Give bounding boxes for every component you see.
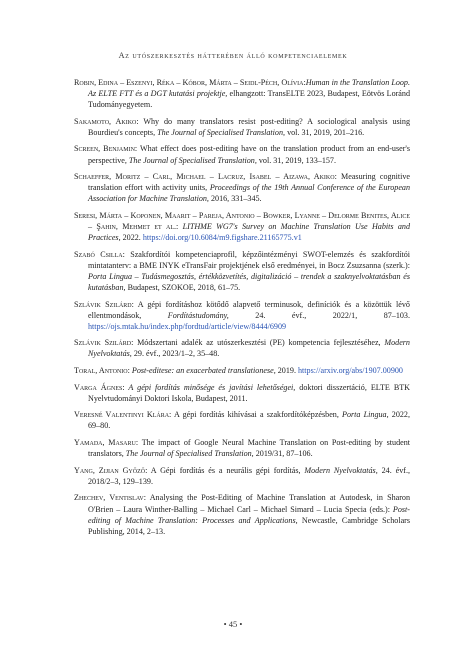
reference-authors: Sakamoto, Akiko: [74,116,139,126]
reference-entry [74,337,410,359]
reference-title: The Journal of Specialised Translation, [155,127,286,137]
reference-description: What effect does post-editing have on the translation product from an end-user's perspective, [88,144,410,165]
reference-entry [74,143,410,165]
reference-entry [74,492,410,536]
reference-entry [74,299,410,332]
reference-entry [74,171,410,204]
reference-title: Post-editese: an exacerbated translationese, [129,366,276,376]
reference-title: A gépi fordítás minősége és javítási lehetőségei, [124,382,296,392]
reference-entry [74,437,410,459]
reference-entry [74,465,410,487]
reference-entry [74,249,410,293]
reference-details: 2016, 331–345. [208,194,262,204]
reference-details: 29. évf., 2023/1–2, 35–48. [131,349,220,359]
reference-details: 24. évf., 2018/2–3, 129–139. [88,465,411,486]
reference-description: The impact of Google Neural Machine Translation on Post-editing by student translators, [88,438,411,459]
reference-title: Porta Lingua – Tudásmegosztás, értékközvetítés, digitalizáció – trendek a szaknyelvoktatásban és kutatásban, [88,271,410,292]
reference-description: A gépi fordítás kihívásai a szakfordítóképzésben, [171,410,339,420]
reference-description: Measuring cognitive translation effort with activity units, [88,172,410,193]
reference-title: Post-editing of Machine Translation: Processes and Applications, [88,504,410,525]
reference-details: vol. 31, 2019, 133–157. [256,155,336,165]
reference-authors: Toral, Antonio: [74,366,130,376]
reference-authors: Szlávik Szilárd: [74,299,134,309]
reference-authors: Schaeffer, Moritz – Carl, Michael – Lacruz, Isabel – Aizawa, Akiko: [74,172,337,182]
reference-authors: Robin, Edina – Eszenyi, Réka – Kóbor, Márta – Seidl-Péch, Olívia: [74,78,306,87]
reference-link[interactable]: https://ojs.mtak.hu/index.php/fordtud/article/view/8444/6909 [88,321,287,331]
reference-title: The Journal of Specialised Translation, [126,155,257,165]
reference-details: 2022. [120,233,141,243]
reference-link[interactable]: https://doi.org/10.6084/m9.figshare.21165775.v1 [140,233,302,243]
reference-description: A gépi fordításhoz kötődő alapvető terminusok, definíciók és a közöttük lévő ellentmondások, [88,299,410,320]
reference-title: Porta Lingua, [338,410,389,420]
reference-list [74,77,410,542]
reference-authors: Yamada, Masaru: [74,438,139,448]
reference-title: The Journal of Specialised Translation, [123,449,254,459]
reference-authors: Yang, Zijian Győző: [74,465,148,475]
reference-title: LITHME WG7's Survey on Machine Translation Use Habits and Practices, [88,222,410,243]
reference-authors: Screen, Benjamin: [74,144,138,154]
reference-entry [74,382,410,404]
reference-details: 2019/31, 87–106. [253,449,313,459]
reference-entry [74,409,410,431]
reference-details: Newcastle, Cambridge Scholars Publishing, 2014, 2–13. [88,515,411,536]
reference-details: elhangzott: TransELTE 2023, Budapest, Eötvös Loránd Tudományegyetem. [88,89,410,110]
page-number: • 45 • [223,619,243,629]
reference-title: Modern Nyelvoktatás, [300,465,378,475]
reference-details: 2019. [275,366,296,376]
reference-title: Modern Nyelvoktatás, [88,338,410,359]
reference-entry [74,116,410,138]
reference-details: Budapest, SZOKOE, 2018, 61–75. [125,283,241,292]
reference-description: Analysing the Post-Editing of Machine Translation at Autodesk, in Sharon O'Brien – Laura Winther-Balling – Michael Carl – Michael Simard – Lucia Specia (eds.): [88,493,411,514]
reference-authors: Seresi, Márta – Koponen, Maarit – Pareja, Antonio – Bowker, Lyanne – Delorme Benites, Alice – Şahin, Mehmet et al.: [74,210,410,232]
reference-link[interactable]: https://arxiv.org/abs/1907.00900 [295,366,403,376]
reference-title: Fordítástudomány, [141,310,229,320]
reference-description: A Gépi fordítás és a neurális gépi fordítás, [147,465,301,475]
reference-authors: Varga Ágnes: [74,382,125,392]
reference-entry [74,77,410,110]
reference-entry [74,365,410,376]
reference-details: 24. évf., 2022/1, 87–103. [228,310,410,320]
reference-details: vol. 31, 2019, 201–216. [285,127,365,137]
reference-description: Szakfordítói kompetenciaprofil, képzőintézményi SWOT-elemzés és szakfordítói mintatanterv: a BME INYK eTransFair projektjének első eredményei, in Bocz Zsuzsanna (szerk.): [88,249,410,270]
reference-authors: Zhechev, Ventislav: [74,493,146,503]
reference-authors: Szabó Csilla: [74,249,125,259]
reference-details: doktori disszertáció, ELTE BTK Nyelvtudományi Doktori Iskola, Budapest, 2011. [88,382,411,403]
reference-title: Human in the Translation Loop. Az ELTE FTT és a DGT kutatási projektje, [88,78,410,99]
reference-details: 2022, 69–80. [88,410,410,431]
reference-title: Proceedings of the 19th Annual Conference of the European Association for Machine Translation, [88,183,411,204]
reference-entry [74,210,410,243]
reference-authors: Szlávik Szilárd: [74,338,134,348]
reference-description: Why do many translators resist post-editing? A sociological analysis using Bourdieu's concepts, [88,116,410,137]
running-head: Az utószerkesztés hátterében álló kompetenciaelemek [118,51,348,60]
reference-authors: Veresné Valentinyi Klára: [74,410,172,420]
reference-description: Módszertani adalék az utószerkesztési (PE) kompetencia fejlesztéséhez, [133,338,381,348]
